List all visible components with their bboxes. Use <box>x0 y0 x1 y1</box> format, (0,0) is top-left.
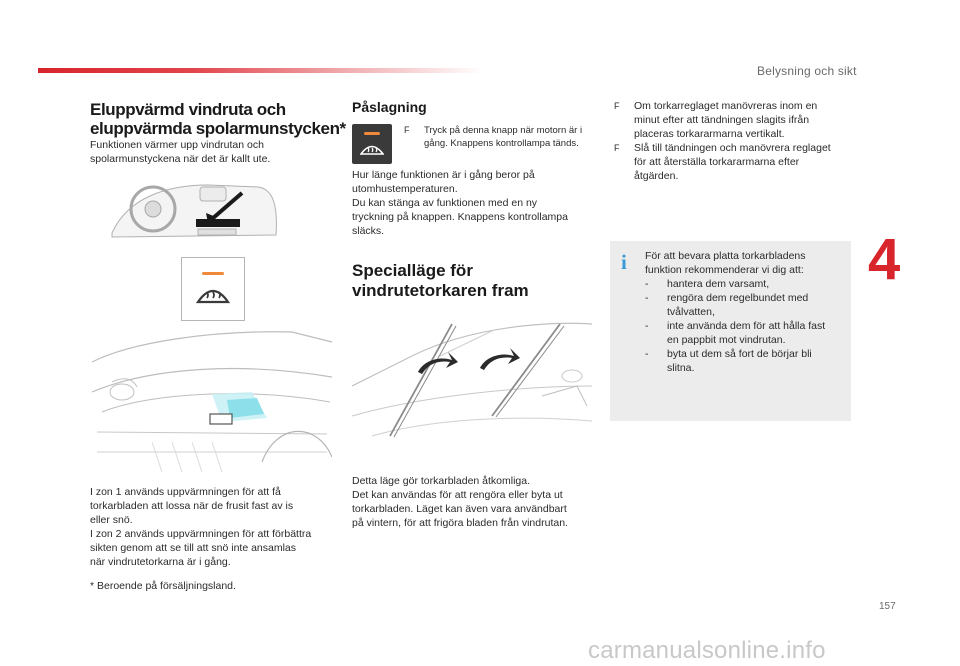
title-line: eluppvärmda spolarmunstycken* <box>90 119 346 138</box>
info-text <box>645 249 845 375</box>
list-item <box>645 319 845 347</box>
windshield-defrost-icon <box>196 284 230 306</box>
title-line: Eluppvärmd vindruta och <box>90 100 286 119</box>
text-line: I zon 1 används uppvärmningen för att få <box>90 486 281 498</box>
wiper-position-steps <box>614 99 854 183</box>
defrost-button-large[interactable] <box>196 272 230 306</box>
text-line: Det kan användas för att rengöra eller byta ut <box>352 489 563 501</box>
text-line: Funktionen värmer upp vindrutan och <box>90 139 264 151</box>
header-accent-bar <box>38 68 483 73</box>
text-line: minut efter att tändningen slagits ifrån <box>634 114 810 126</box>
list-item <box>645 291 845 319</box>
text-line: eller snö. <box>90 514 133 526</box>
text-line: funktion rekommenderar vi dig att: <box>645 264 804 276</box>
text-line: Tryck på denna knapp när motorn är i <box>424 125 583 136</box>
text-line: på vintern, för att frigöra bladen från vindrutan. <box>352 517 568 529</box>
text-line: torkarbladen att lossa när de frusit fast av is <box>90 500 294 512</box>
text-line: Slå till tändningen och manövrera reglaget <box>634 142 831 154</box>
special-mode-description <box>352 474 597 530</box>
windshield-defrost-icon <box>360 142 384 156</box>
text-line: rengöra dem regelbundet med <box>667 292 809 304</box>
defrost-button[interactable] <box>352 124 392 164</box>
title-line: Specialläge för <box>352 261 473 280</box>
switch-on-title: Påslagning <box>352 99 427 115</box>
bullet-dash: - <box>645 348 649 360</box>
text-line: släcks. <box>352 225 385 237</box>
item-marker: F <box>614 143 620 153</box>
step-item <box>614 99 854 141</box>
bullet-dash: - <box>645 292 649 304</box>
indicator-led <box>202 272 224 275</box>
duration-description <box>352 168 592 238</box>
text-line: när vindrutetorkarna är i gång. <box>90 556 231 568</box>
heated-windscreen-title <box>90 100 346 138</box>
page-number: 157 <box>879 601 896 612</box>
defrost-button-frame <box>181 257 245 321</box>
text-line: slitna. <box>667 362 695 374</box>
text-line: I zon 2 används uppvärmningen för att förbättra <box>90 528 312 540</box>
watermark: carmanualsonline.info <box>588 637 826 664</box>
title-line: vindrutetorkaren fram <box>352 281 529 300</box>
text-line: Hur länge funktionen är i gång beror på <box>352 169 535 181</box>
text-line: åtgärden. <box>634 170 679 182</box>
text-line: för att återställa torkararmarna efter <box>634 156 800 168</box>
text-line: Du kan stänga av funktionen med en ny <box>352 197 538 209</box>
zone-description <box>90 485 335 569</box>
wiper-illustration <box>352 316 592 466</box>
text-line: Detta läge gör torkarbladen åtkomliga. <box>352 475 531 487</box>
text-line: Om torkarreglaget manövreras inom en <box>634 100 818 112</box>
heated-intro <box>90 138 330 166</box>
text-line: spolarmunstyckena när det är kallt ute. <box>90 153 271 165</box>
press-button-instruction <box>404 124 594 150</box>
list-item <box>645 347 845 375</box>
info-icon: i <box>621 250 627 274</box>
text-line: hantera dem varsamt, <box>667 278 770 290</box>
list-item <box>645 277 845 291</box>
special-mode-title <box>352 261 592 301</box>
text-line: byta ut dem så fort de börjar bli <box>667 348 812 360</box>
text-line: en pappbit mot vindrutan. <box>667 334 786 346</box>
item-marker: F <box>614 101 620 111</box>
section-title: Belysning och sikt <box>757 64 857 78</box>
text-line: inte använda dem för att hålla fast <box>667 320 826 332</box>
text-line: sikten genom att se till att snö inte ansamlas <box>90 542 297 554</box>
step-item <box>614 141 854 183</box>
text-line: gång. Knappens kontrollampa tänds. <box>424 138 579 149</box>
text-line: tvålvatten, <box>667 306 715 318</box>
indicator-led <box>364 132 380 135</box>
bullet-dash: - <box>645 320 649 332</box>
text-line: torkarbladen. Läget kan även vara användbart <box>352 503 567 515</box>
text-line: utomhustemperaturen. <box>352 183 458 195</box>
car-front-illustration <box>92 322 332 482</box>
footnote: * Beroende på försäljningsland. <box>90 580 236 592</box>
text-line: placeras torkararmarna vertikalt. <box>634 128 785 140</box>
chapter-number: 4 <box>868 227 901 292</box>
dashboard-illustration <box>108 175 283 250</box>
text-line: För att bevara platta torkarbladens <box>645 250 806 262</box>
item-marker: F <box>404 125 410 135</box>
bullet-dash: - <box>645 278 649 290</box>
text-line: tryckning på knappen. Knappens kontrollampa <box>352 211 568 223</box>
